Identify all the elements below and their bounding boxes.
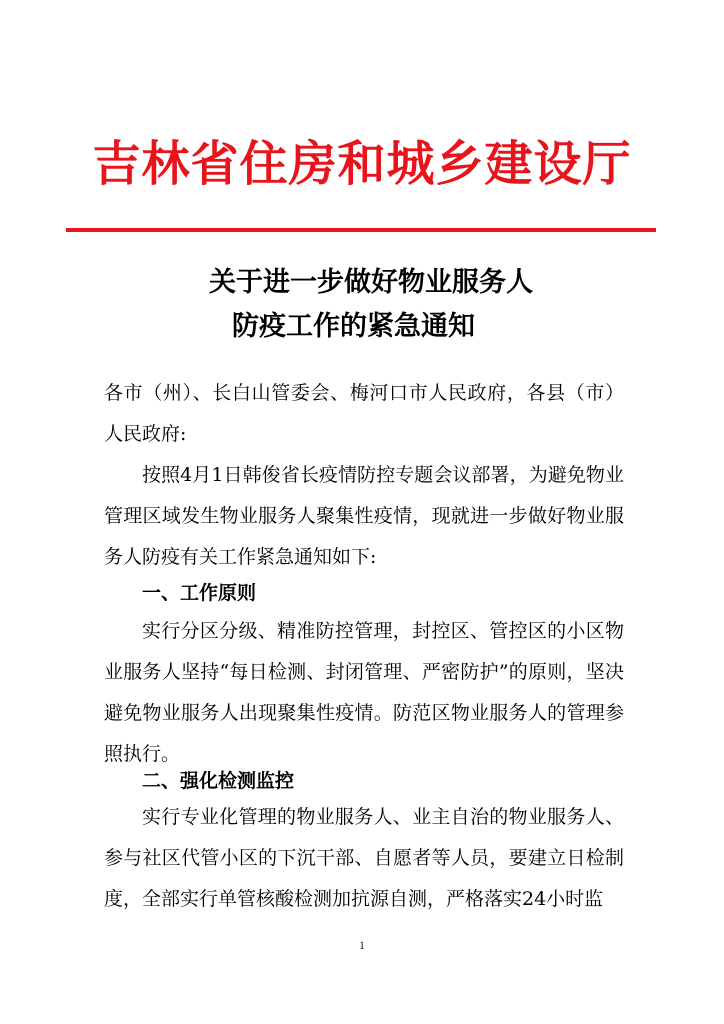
intro-text: 按照4月1日韩俊省长疫情防控专题会议部署，为避免物业管理区域发生物业服务人聚集性疫情，现就进一步做好物业服务人防疫有关工作紧急通知如下:	[104, 464, 624, 568]
document-title	[0, 264, 724, 346]
title-line-1: 关于进一步做好物业服务人	[209, 267, 533, 298]
title-line-2: 防疫工作的紧急通知	[232, 311, 475, 342]
salutation	[104, 373, 624, 455]
section-2-paragraph	[104, 797, 624, 920]
section-1-paragraph	[104, 611, 624, 775]
salutation-text: 各市（州）、长白山管委会、梅河口市人民政府，各县（市）人民政府:	[104, 382, 624, 445]
page-number: 1	[359, 938, 365, 952]
organization-header: 吉林省住房和城乡建设厅	[92, 136, 632, 192]
section-1-heading: 一、工作原则	[142, 582, 257, 604]
red-divider-line	[66, 228, 656, 232]
section-2-heading: 二、强化检测监控	[142, 770, 295, 792]
section-1-text: 实行分区分级、精准防控管理，封控区、管控区的小区物业服务人坚持“每日检测、封闭管理、严密防护”的原则，坚决避免物业服务人出现聚集性疫情。防范区物业服务人的管理参照执行。	[104, 620, 624, 765]
intro-paragraph	[104, 455, 624, 578]
section-2-text: 实行专业化管理的物业服务人、业主自治的物业服务人、参与社区代管小区的下沉干部、自愿者等人员，要建立日检制度，全部实行单管核酸检测加抗源自测，严格落实24小时监	[104, 806, 624, 910]
